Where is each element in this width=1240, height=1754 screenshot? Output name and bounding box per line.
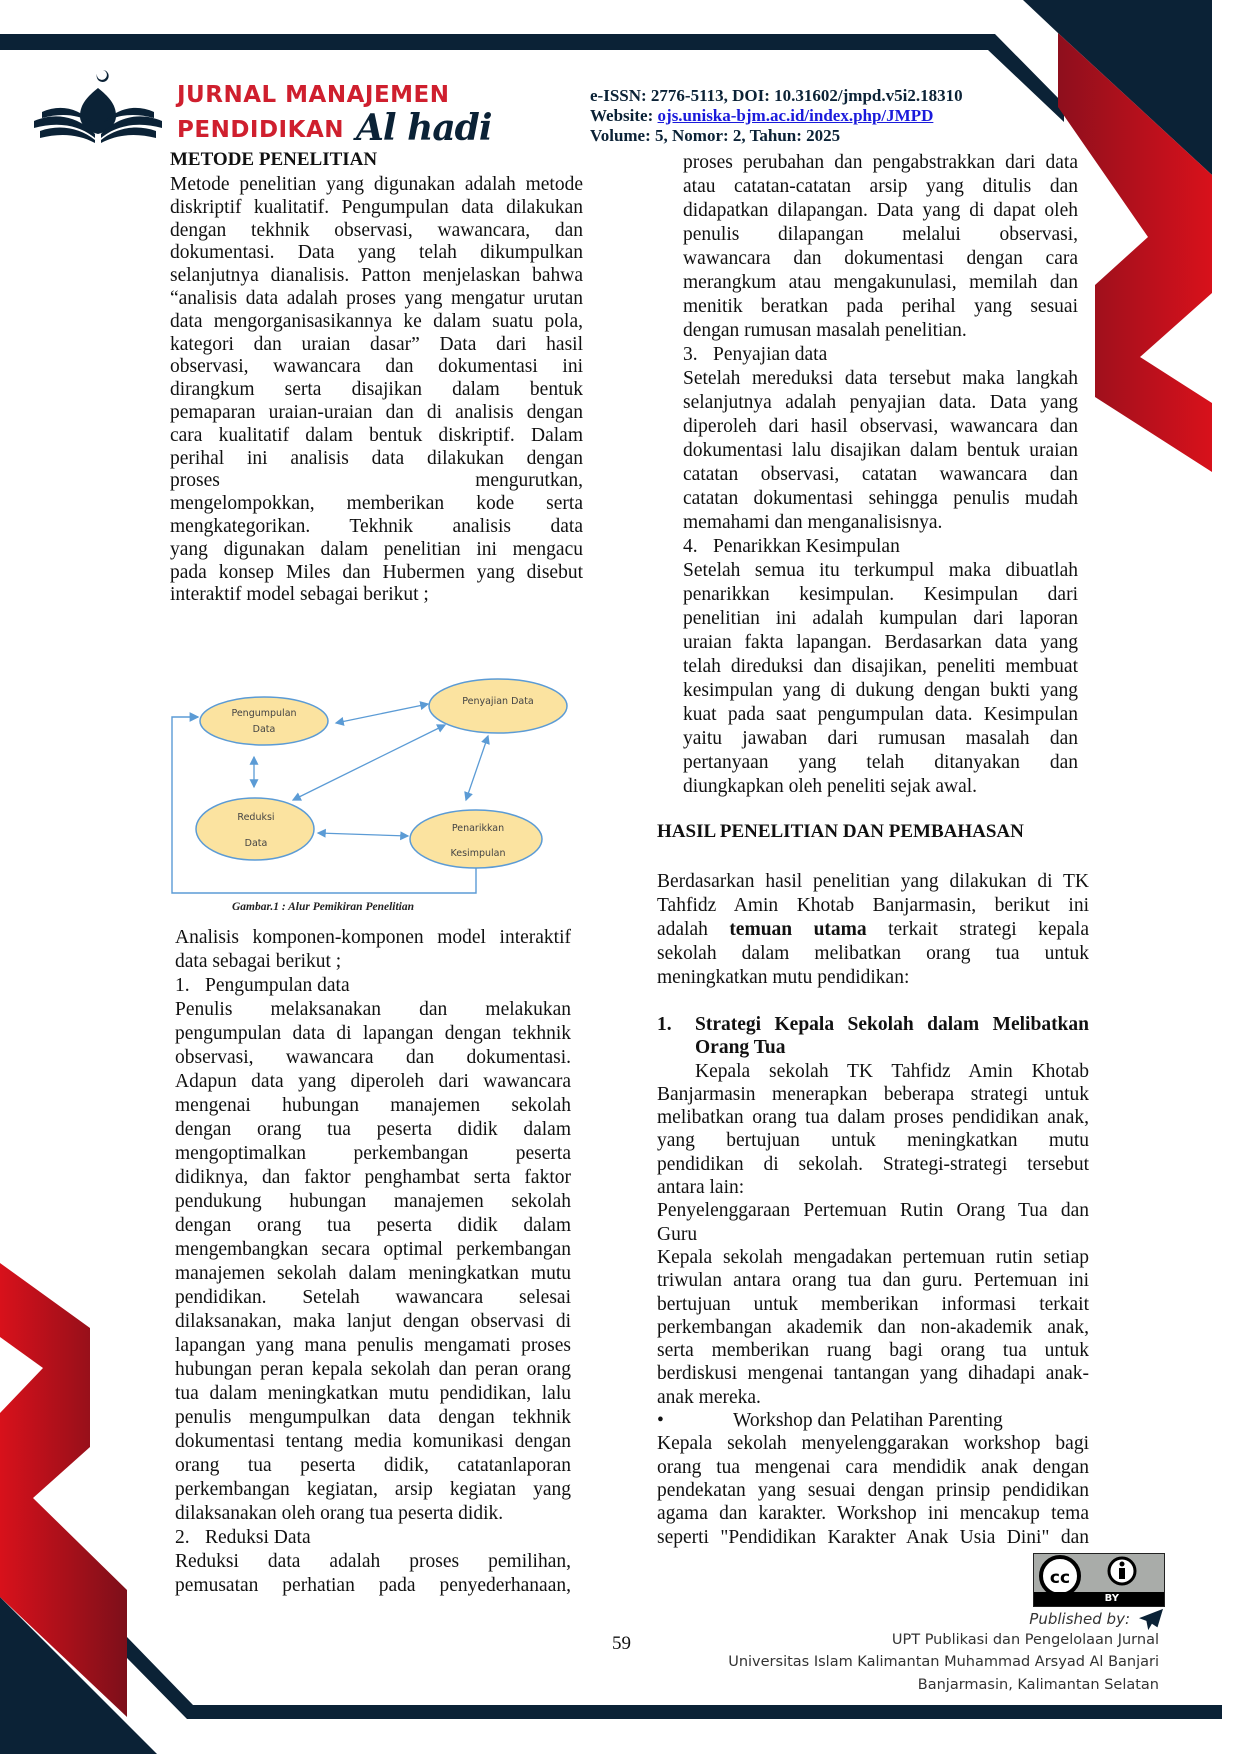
arrow-penyajian-penarikkan [466, 736, 488, 800]
text-line: Setelah mereduksi data tersebut maka langkah [683, 368, 1078, 389]
text-line: melibatkan orang tua dalam proses pendidikan anak, [657, 1107, 1089, 1129]
cc-icon [1041, 1557, 1079, 1594]
text-line: proses perubahan dan pengabstrakkan dari data [683, 152, 1078, 173]
text-line: penulis mengumpulkan data dengan tekhnik [175, 1407, 571, 1428]
text-line: dokumentasi lalu disajikan dalam bentuk uraian [683, 440, 1078, 461]
node-label: Data [244, 838, 268, 849]
text-line: anak mereka. [657, 1386, 761, 1408]
text-line: tua dalam meningkatkan mutu pendidikan, lalu [175, 1383, 571, 1404]
list-item [683, 535, 1078, 559]
text-line: mengenai hubungan manajemen sekolah [175, 1095, 571, 1116]
text-line: manajemen sekolah dalam meningkatkan mutu [175, 1263, 571, 1284]
text-line: observasi, wawancara dan dokumentasi ini [170, 356, 583, 378]
text-line: pada konsep Miles dan Hubermen yang disebut [170, 561, 583, 583]
list-number: 3. [683, 344, 698, 365]
text-line: dengan orang tua peserta didik dalam [175, 1215, 571, 1236]
text-line: interaktif model sebagai berikut ; [170, 584, 429, 606]
text-line: pertanyaan yang telah ditanyakan dan [683, 752, 1078, 773]
text-line: pengumpulan data di lapangan dengan tekhnik [175, 1023, 571, 1044]
publisher-line: Banjarmasin, Kalimantan Selatan [917, 1677, 1159, 1693]
text-line: yang digunakan dalam penelitian ini mengacu [170, 538, 583, 560]
text-line: orang tua peserta didik, catatanlaporan [175, 1455, 571, 1476]
text-line: dengan orang tua peserta didik dalam [175, 1119, 571, 1140]
section-heading-hasil: HASIL PENELITIAN DAN PEMBAHASAN [657, 821, 1024, 842]
attribution-person-icon [1109, 1558, 1135, 1584]
cc-icons [1034, 1554, 1164, 1594]
publisher-line: Universitas Islam Kalimantan Muhammad Arsyad Al Banjari [728, 1654, 1159, 1670]
text-line: berdiskusi mengenai tantangan yang dihadapi anak- [657, 1363, 1089, 1385]
node-label: Reduksi [237, 812, 275, 823]
text-line: atau catatan-catatan arsip yang ditulis dan [683, 176, 1078, 197]
text-line: memahami dan menganalisisnya. [683, 512, 943, 533]
text-line: Guru [657, 1223, 698, 1245]
text-line: penarikkan kesimpulan. Kesimpulan dari [683, 584, 1078, 605]
text-line: proses mengurutkan, [170, 470, 583, 492]
arrow-reduksi-penyajian [293, 725, 445, 800]
text-line: data mengorganisasikannya ke dalam suatu pola, [170, 310, 583, 332]
node-penarikkan-kesimpulan [410, 810, 542, 868]
text-line: Metode penelitian yang digunakan adalah metode [170, 174, 583, 195]
text-line: hubungan peran kepala sekolah dan peran orang [175, 1359, 571, 1380]
text-line: cara kualitatif dalam bentuk diskriptif. Dalam [170, 424, 583, 446]
text-line: dengan tekhnik observasi, wawancara, dan [170, 219, 583, 241]
node-label: Data [252, 724, 276, 735]
journal-title-line1: JURNAL MANAJEMEN [177, 82, 450, 108]
website-link[interactable]: ojs.uniska-bjm.ac.id/index.php/JMPD [657, 106, 934, 125]
subheading-text: Strategi Kepala Sekolah dalam Melibatkan [695, 1014, 1089, 1035]
list-number: 4. [683, 536, 698, 557]
node-pengumpulan-data [200, 697, 328, 745]
text-line: Penulis melaksanakan dan melakukan [175, 999, 571, 1020]
text-line: agama dan karakter. Workshop ini mencakup tema [657, 1503, 1089, 1525]
text-line: Berdasarkan hasil penelitian yang dilakukan di TK [657, 871, 1089, 892]
text-line: dokumentasi tentang media komunikasi dengan [175, 1431, 571, 1452]
text-segment: adalah [657, 919, 730, 940]
text-line: wawancara dan dokumentasi dengan cara [683, 248, 1078, 269]
volume-info: Volume: 5, Nomor: 2, Tahun: 2025 [590, 126, 841, 145]
text-line: telah direduksi dan disajikan, peneliti membuat [683, 656, 1078, 677]
text-line: Banjarmasin menerapkan beberapa strategi untuk [657, 1083, 1089, 1105]
text-line: yang bertujuan untuk meningkatkan mutu [657, 1130, 1089, 1152]
text-line: merangkum atau mengakunulasi, memilah dan [683, 272, 1078, 293]
text-line: penulis dilapangan melalui observasi, [683, 224, 1078, 245]
text-line [657, 918, 1089, 942]
text-line: data sebagai berikut ; [175, 951, 342, 972]
bullet-label: Workshop dan Pelatihan Parenting [733, 1410, 1003, 1432]
text-line: perihal ini analisis data dilakukan dengan [170, 447, 583, 469]
published-by-label: Published by: [1029, 1610, 1130, 1628]
figure-caption: Gambar.1 : Alur Pemikiran Penelitian [232, 901, 414, 913]
journal-title-line2: PENDIDIKAN [177, 117, 344, 143]
text-line: Adapun data yang diperoleh dari wawancara [175, 1071, 571, 1092]
text-line: selanjutnya dianalisis. Patton menjelaskan bahwa [170, 265, 583, 287]
text-line: mengoptimalkan perkembangan peserta [175, 1143, 571, 1164]
left-column-block-2 [175, 926, 571, 1622]
text-line: mengelompokkan, memberikan kode serta [170, 493, 583, 515]
text-line: didiknya, dan faktor penghambat serta faktor [175, 1167, 571, 1188]
issn-doi: e-ISSN: 2776-5113, DOI: 10.31602/jmpd.v5i2.18310 [590, 86, 963, 105]
paper-plane-icon [1137, 1608, 1165, 1632]
node-label: Kesimpulan [450, 848, 506, 859]
text-line: selanjutnya adalah penyajian data. Data yang [683, 392, 1078, 413]
section-heading-metode: METODE PENELITIAN [170, 149, 378, 170]
text-line: mengembangkan secara optimal perkembangan [175, 1239, 571, 1260]
subheading-text: Orang Tua [695, 1037, 786, 1059]
text-line: Kepala sekolah TK Tahfidz Amin Khotab [695, 1060, 1089, 1082]
list-item [175, 974, 571, 998]
website-label: Website: [590, 106, 658, 125]
text-line: dilaksanakan oleh orang tua peserta didik. [175, 1503, 504, 1524]
right-column-block-1 [683, 151, 1078, 799]
text-line: dokumentasi. Data yang telah dikumpulkan [170, 242, 583, 264]
text-line: uraian fakta lapangan. Berdasarkan data yang [683, 632, 1078, 653]
list-number: 1. [175, 975, 190, 996]
arrow-reduksi-penarikkan [318, 833, 408, 836]
text-line: menitik beratkan pada perihal yang sesuai [683, 296, 1078, 317]
text-line: Kepala sekolah menyelenggarakan workshop bagi [657, 1433, 1089, 1455]
list-item-label: Reduksi Data [205, 1527, 311, 1548]
text-line: Penyelenggaraan Pertemuan Rutin Orang Tua dan [657, 1200, 1089, 1222]
text-line: serta memberikan ruang bagi orang tua untuk [657, 1340, 1089, 1362]
publisher-line: UPT Publikasi dan Pengelolaan Jurnal [891, 1632, 1159, 1648]
text-line: Analisis komponen-komponen model interaktif [175, 927, 571, 948]
list-item-label: Pengumpulan data [205, 975, 350, 996]
right-column-block-3 [657, 1013, 1089, 1572]
text-line: “analisis data adalah proses yang mengatur urutan [170, 287, 583, 309]
text-line: didapatkan dilapangan. Data yang di dapat oleh [683, 200, 1078, 221]
text-line: Tahfidz Amin Khotab Banjarmasin, berikut ini [657, 895, 1089, 916]
bullet-item [657, 1409, 1089, 1432]
page-number: 59 [612, 1633, 631, 1654]
text-line: dirangkum serta disajikan dalam bentuk [170, 379, 583, 401]
list-item [683, 343, 1078, 367]
text-line: catatan dokumentasi sehingga penulis mudah [683, 488, 1078, 509]
text-line: penelitian ini adalah kumpulan dari laporan [683, 608, 1078, 629]
text-line: pendidikan di sekolah. Strategi-strategi tersebut [657, 1153, 1089, 1175]
text-line: Reduksi data adalah proses pemilihan, [175, 1551, 571, 1572]
text-line: dengan rumusan masalah penelitian. [683, 320, 967, 341]
list-number: 2. [175, 1527, 190, 1548]
bullet-icon: • [657, 1410, 664, 1432]
node-label: Penarikkan [451, 823, 505, 834]
list-number: 1. [657, 1014, 672, 1035]
numbered-subheading [657, 1036, 1089, 1059]
text-line: bertujuan untuk memberikan informasi terkait [657, 1293, 1089, 1315]
text-line: mengkategorikan. Tekhnik analisis data [170, 515, 583, 537]
text-line [175, 1598, 571, 1622]
numbered-subheading [657, 1013, 1089, 1036]
text-line: sekolah dalam melibatkan orang tua untuk [657, 943, 1089, 964]
text-line: Kepala sekolah mengadakan pertemuan rutin setiap [657, 1246, 1089, 1268]
text-line: pendekatan yang sesuai dengan prinsip pendidikan [657, 1479, 1089, 1501]
text-line: meningkatkan mutu pendidikan: [657, 967, 910, 988]
text-line: diskriptif kualitatif. Pengumpulan data dilakukan [170, 196, 583, 218]
text-segment: terkait strategi kepala [866, 919, 1089, 940]
text-line: Setelah semua itu terkumpul maka dibuatlah [683, 560, 1078, 581]
text-line: antara lain: [657, 1177, 745, 1199]
text-line: yaitu jawaban dari rumusan masalah dan [683, 728, 1078, 749]
text-line: observasi, wawancara dan dokumentasi. [175, 1047, 571, 1068]
text-line [657, 1549, 1089, 1572]
list-item [175, 1526, 571, 1550]
text-line: dilaksanakan, maka lanjut dengan observasi di [175, 1311, 571, 1332]
text-line: diperoleh dari hasil observasi, wawancara dan [683, 416, 1078, 437]
cc-by-label: BY [1034, 1592, 1164, 1606]
text-line: catatan observasi, catatan wawancara dan [683, 464, 1078, 485]
text-line: pendidikan. Setelah wawancara selesai [175, 1287, 571, 1308]
text-line: pemusatan perhatian pada penyederhanaan, [175, 1575, 571, 1596]
text-line: perkembangan akademik dan non-akademik anak, [657, 1316, 1089, 1338]
list-item-label: Penyajian data [713, 344, 828, 365]
text-line: kategori dan uraian dasar” Data dari hasil [170, 333, 583, 355]
svg-text:cc: cc [1049, 1568, 1071, 1588]
text-line: pemaparan uraian-uraian dan di analisis dengan [170, 401, 583, 423]
bold-text: temuan utama [729, 919, 867, 940]
node-label: Pengumpulan [231, 708, 297, 719]
node-reduksi-data [196, 798, 314, 860]
text-line: lapangan yang mana penulis mengamati proses [175, 1335, 571, 1356]
right-column-block-2 [657, 870, 1089, 990]
list-item-label: Penarikkan Kesimpulan [713, 536, 900, 557]
cc-by-license-badge[interactable] [1033, 1553, 1165, 1607]
node-label: Penyajian Data [462, 696, 534, 707]
text-line: kuat pada saat pengumpulan data. Kesimpulan [683, 704, 1078, 725]
arrow-pengumpulan-penyajian [336, 704, 428, 723]
text-line: kesimpulan yang di dukung dengan bukti yang [683, 680, 1078, 701]
journal-title-script: Al hadi [356, 107, 492, 149]
text-line: perkembangan kegiatan, arsip kegiatan yang [175, 1479, 571, 1500]
text-line: diungkapkan oleh peneliti sejak awal. [683, 776, 978, 797]
text-line: orang tua mengenai cara mendidik anak dengan [657, 1456, 1089, 1478]
text-line: triwulan antara orang tua dan guru. Pertemuan ini [657, 1270, 1089, 1292]
text-line: seperti "Pendidikan Karakter Anak Usia Dini" dan [657, 1526, 1089, 1548]
text-line: pendukung hubungan manajemen sekolah [175, 1191, 571, 1212]
